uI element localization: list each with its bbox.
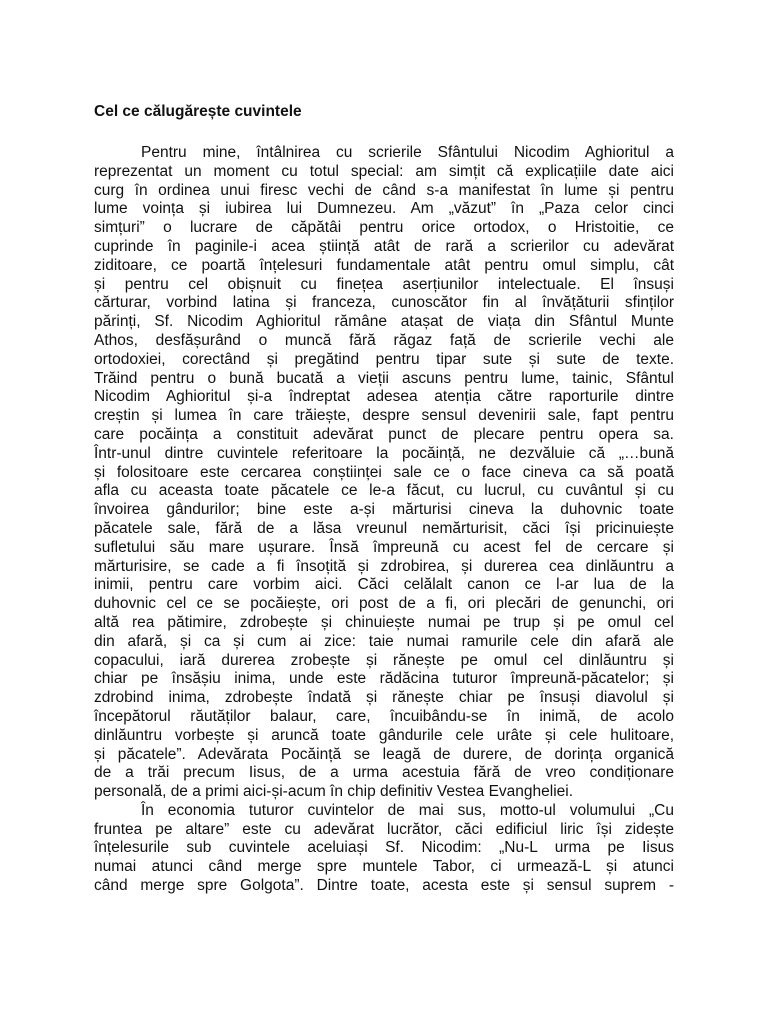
text-line: cuprinde în paginile-i acea știință atât de rară a scrierilor cu adevărat <box>94 237 674 255</box>
text-line: Athos, desfășurând o muncă fără răgaz față de scrierile vechi ale <box>94 331 674 349</box>
text-line: învoirea gândurilor; bine este a-și mărturisi cineva la duhovnic toate <box>94 501 674 519</box>
text-line: curg în ordinea unui firesc vechi de când s-a manifestat în lume și pentru <box>94 181 674 199</box>
paragraph-1 <box>94 144 674 802</box>
text-line: inimii, pentru care vorbim aici. Căci celălalt canon ce l-ar lua de la <box>94 576 674 594</box>
text-line: mărturisire, se cade a fi însoțită și zdrobirea, și durerea cea dinlăuntru a <box>94 557 674 575</box>
text-line: Nicodim Aghioritul și-a îndreptat adesea atenția către raporturile dintre <box>94 388 674 406</box>
text-line: numai atunci când merge spre muntele Tabor, ci urmează-L și atunci <box>94 858 674 876</box>
paragraph-2 <box>94 802 674 896</box>
text-line: Trăind pentru o bună bucată a vieții ascuns pentru lume, tainic, Sfântul <box>94 369 674 387</box>
text-line: sufletului său mare ușurare. Însă împreună cu acest fel de cercare și <box>94 538 674 556</box>
text-line: dinlăuntru vorbește și aruncă toate gândurile cele urâte și cele hulitoare, <box>94 726 674 744</box>
text-line: personală, de a primi aici-și-acum în chip definitiv Vestea Evangheliei. <box>94 783 574 801</box>
text-line: și păcatele”. Adevărata Pocăință se leagă de durere, de dorința organică <box>94 745 674 763</box>
text-line: ziditoare, ce poartă înțelesuri fundamentale atât pentru omul simplu, cât <box>94 256 674 274</box>
text-line: zdrobind inima, zdrobește îndată și rănește chiar pe însuși diavolul și <box>94 689 674 707</box>
text-line: Într-unul dintre cuvintele referitoare la pocăință, ne dezvăluie că „…bună <box>94 444 674 462</box>
text-line: creștin și lumea în care trăiește, despre sensul devenirii sale, fapt pentru <box>94 407 674 425</box>
document-body <box>94 144 674 896</box>
text-line: începătorul răutăților balaur, care, încuibându-se în inimă, de acolo <box>94 707 674 725</box>
text-line: cărturar, vorbind latina și franceza, cunoscător fin al învățăturii sfinților <box>94 294 674 312</box>
text-line: chiar pe însășiu inima, unde este rădăcina tuturor împreună-păcatelor; și <box>94 670 674 688</box>
text-line: ortodoxiei, corectând și pregătind pentru tipar sute și sute de texte. <box>94 350 674 368</box>
text-line: și folositoare este cercarea conștiinței sale ce o face cineva ca să poată <box>94 463 674 481</box>
text-line: lume voința și iubirea lui Dumnezeu. Am „văzut” în „Paza celor cinci <box>94 200 674 218</box>
text-line: duhovnic cel ce se pocăiește, ori post de a fi, ori plecări de genunchi, ori <box>94 595 674 613</box>
text-line: păcatele sale, fără de a lăsa vreunul nemărturisit, căci își pricinuiește <box>94 519 674 537</box>
text-line: afla cu aceasta toate păcatele ce le-a făcut, cu lucrul, cu cuvântul și cu <box>94 482 674 500</box>
text-line: când merge spre Golgota”. Dintre toate, acesta este și sensul suprem - <box>94 877 674 895</box>
document-title: Cel ce călugărește cuvintele <box>94 103 302 120</box>
text-line: înțelesurile sub cuvintele aceluiași Sf. Nicodim: „Nu-L urma pe Iisus <box>94 839 674 857</box>
text-line: copacului, iară durerea zrobește și rănește pe omul cel dinlăuntru și <box>94 651 674 669</box>
text-line: de a trăi precum Iisus, de a urma acestuia fără de vreo condiționare <box>94 764 674 782</box>
text-line: care pocăința a constituit adevărat punct de plecare pentru opera sa. <box>94 425 674 443</box>
text-line: Pentru mine, întâlnirea cu scrierile Sfântului Nicodim Aghioritul a <box>141 144 674 161</box>
text-line: În economia tuturor cuvintelor de mai sus, motto-ul volumului „Cu <box>141 801 674 819</box>
text-line: părinți, Sf. Nicodim Aghioritul rămâne atașat de viața din Sfântul Munte <box>94 313 674 331</box>
text-line: fruntea pe altare” este cu adevărat lucrător, căci edificiul liric își zidește <box>94 820 674 838</box>
text-line: din afară, și ca și cum ai zice: taie numai ramurile cele din afară ale <box>94 632 674 650</box>
text-line: simțuri” o lucrare de căpătâi pentru orice ortodox, o Hristoitie, ce <box>94 219 674 237</box>
text-line: reprezentat un moment cu totul special: am simțit că explicațiile date aici <box>94 162 674 180</box>
text-line: altă rea pătimire, zdrobește și chinuiește numai pe trup și pe omul cel <box>94 613 674 631</box>
text-line: și pentru cel obișnuit cu finețea aserțiunilor intelectuale. El însuși <box>94 275 674 293</box>
